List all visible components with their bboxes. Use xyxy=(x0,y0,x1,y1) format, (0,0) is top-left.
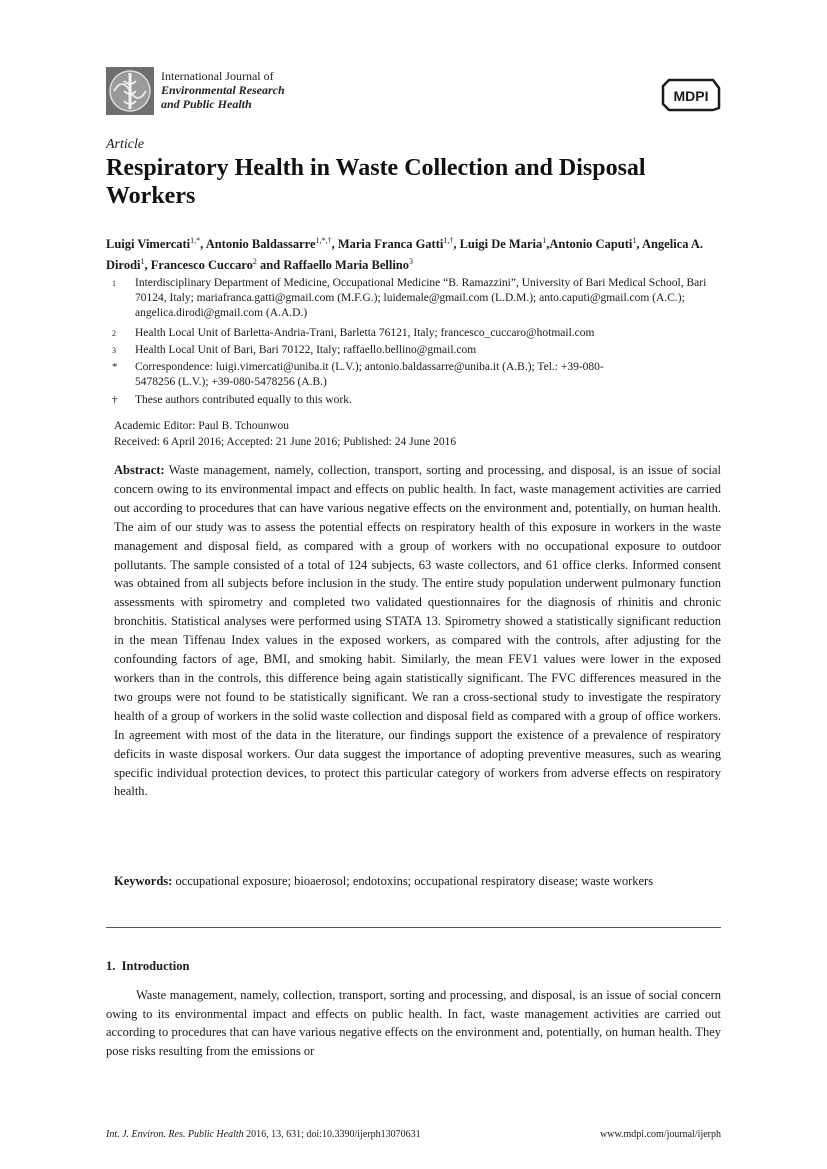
affiliation-mark: 2 xyxy=(112,329,116,338)
abstract-text: Waste management, namely, collection, transport, sorting and processing, and disposal, is an issue of social concern owing to its environmental impact and effects on public health. In fact, waste management activities are carried out according to procedures that can have various negative effects on the environment and, potentially, on human health. The aim of our study was to assess the potential effects on respiratory health of this exposure in workers in the waste management and disposal field, as compared with a group of workers with no occupational exposure to outdoor pollutants. The sample consisted of a total of 124 subjects, 63 waste collectors, and 61 office clerks. Informed consent was obtained from all subjects before inclusion in the study. The entire study population underwent pulmonary function assessments with spirometry and completed two validated questionnaires for the diagnosis of rhinitis and chronic bronchitis. Statistical analyses were performed using STATA 13. Spirometry showed a statistically significant reduction in the mean Tiffenau Index values in the exposed workers, as compared with the controls, after adjusting for the confounding factors of age, BMI, and smoking habit. Similarly, the mean FEV1 values were lower in the exposed workers than in the controls, this difference being again statistically significant. The FVC differences measured in the two groups were not found to be statistically significant. We ran a cross-sectional study to investigate the respiratory health of a group of workers in the solid waste collection and disposal field as compared with a group of office workers. In agreement with most of the data in the literature, our findings support the existence of a prevalence of respiratory deficits in waste disposal workers. Our data suggest the importance of adopting preventive measures, such as wearing specific individual protection devices, to protect this particular category of workers from adverse effects on respiratory health. xyxy=(114,463,721,799)
article-type: Article xyxy=(106,137,145,152)
divider xyxy=(106,927,721,928)
journal-name-line3: and Public Health xyxy=(161,97,252,111)
author-separator: , xyxy=(200,237,206,252)
keywords xyxy=(114,872,721,891)
author-separator: , xyxy=(453,237,460,252)
journal-name xyxy=(161,69,285,111)
footer-citation-details: 2016, 13, 631; doi:10.3390/ijerph13070631 xyxy=(243,1129,421,1140)
author-separator: , xyxy=(144,258,151,273)
article-dates: Received: 6 April 2016; Accepted: 21 June 2016; Published: 24 June 2016 xyxy=(114,436,457,448)
section-heading: 1. Introduction xyxy=(106,959,190,973)
keywords-label: Keywords: xyxy=(114,874,173,888)
author-affiliation-sup: 2 xyxy=(252,257,257,267)
author-name: Raffaello Maria Bellino xyxy=(283,258,409,273)
author-name: Luigi De Maria xyxy=(459,237,543,252)
author-name: Antonio Caputi xyxy=(549,237,633,252)
author-name: Luigi Vimercati xyxy=(106,237,191,252)
affiliation-text: Interdisciplinary Department of Medicine, Occupational Medicine “B. Ramazzini”, University of Bari Medical School, Bari 70124, Italy; mariafranca.gatti@gmail.com (M.F.G.); luidemale@gmail.com (L.D.M.); anto.caputi@gmail.com (A.C.); angelica.dirodi@gmail.com (A.A.D.) xyxy=(135,277,707,319)
author-separator: , xyxy=(546,237,550,252)
author-name: Angelica A. Dirodi xyxy=(106,237,704,273)
affiliation-text: Health Local Unit of Barletta-Andria-Trani, Barletta 76121, Italy; francesco_cuccaro@hotmail.com xyxy=(135,327,595,339)
author-affiliation-sup: 3 xyxy=(409,257,413,267)
abstract-label: Abstract: xyxy=(114,463,165,477)
keywords-text: occupational exposure; bioaerosol; endotoxins; occupational respiratory disease; waste workers xyxy=(175,874,654,888)
abstract xyxy=(114,461,721,801)
mdpi-logo-text: MDPI xyxy=(673,88,709,104)
affiliation-mark: 1 xyxy=(112,279,116,288)
correspondence-text: Correspondence: luigi.vimercati@uniba.it (L.V.); antonio.baldassarre@uniba.it (A.B.); Tel.: +39-080-5478256 (L.V.); +39-080-5478256 (A.B.) xyxy=(135,361,604,388)
footer-journal-abbrev: Int. J. Environ. Res. Public Health xyxy=(106,1129,244,1140)
author-affiliation-sup: 1 xyxy=(140,257,145,267)
author-separator: , xyxy=(331,237,338,252)
journal-name-line2: Environmental Research xyxy=(161,83,285,97)
author-separator: and xyxy=(256,258,284,273)
author-affiliation-sup: 1,† xyxy=(443,236,454,245)
author-name: Maria Franca Gatti xyxy=(337,237,444,252)
affiliation-text: These authors contributed equally to this work. xyxy=(135,394,352,406)
affiliation-mark: * xyxy=(112,361,118,373)
author-affiliation-sup: 1 xyxy=(542,236,547,245)
author-affiliation-sup: 1,*,† xyxy=(315,236,332,245)
author-name: Antonio Baldassarre xyxy=(205,237,316,252)
affiliation-text: Health Local Unit of Bari, Bari 70122, Italy; raffaello.bellino@gmail.com xyxy=(135,344,477,356)
footer-url[interactable]: www.mdpi.com/journal/ijerph xyxy=(600,1129,721,1140)
author-separator: , xyxy=(636,237,642,252)
affiliation-mark: 3 xyxy=(112,346,116,355)
affiliation-mark: † xyxy=(112,394,118,406)
mdpi-logo-icon xyxy=(661,78,721,112)
author-affiliation-sup: 1 xyxy=(632,236,637,245)
introduction-paragraph: Waste management, namely, collection, transport, sorting and processing, and disposal, is an issue of social concern owing to its environmental impact and effects on public health. In fact, waste management activities are carried out according to procedures that can have various negative effects on the environment and, potentially, on human health. They pose risks resulting from the emissions or xyxy=(106,988,721,1058)
journal-name-line1: International Journal of xyxy=(161,69,274,83)
academic-editor: Academic Editor: Paul B. Tchounwou xyxy=(114,420,289,432)
journal-logo-icon xyxy=(106,67,154,115)
article-title: Respiratory Health in Waste Collection and Disposal Workers xyxy=(106,155,646,209)
footer-citation xyxy=(106,1129,421,1140)
author-list xyxy=(106,232,726,274)
author-affiliation-sup: 1,* xyxy=(190,236,201,245)
author-name: Francesco Cuccaro xyxy=(150,258,253,273)
